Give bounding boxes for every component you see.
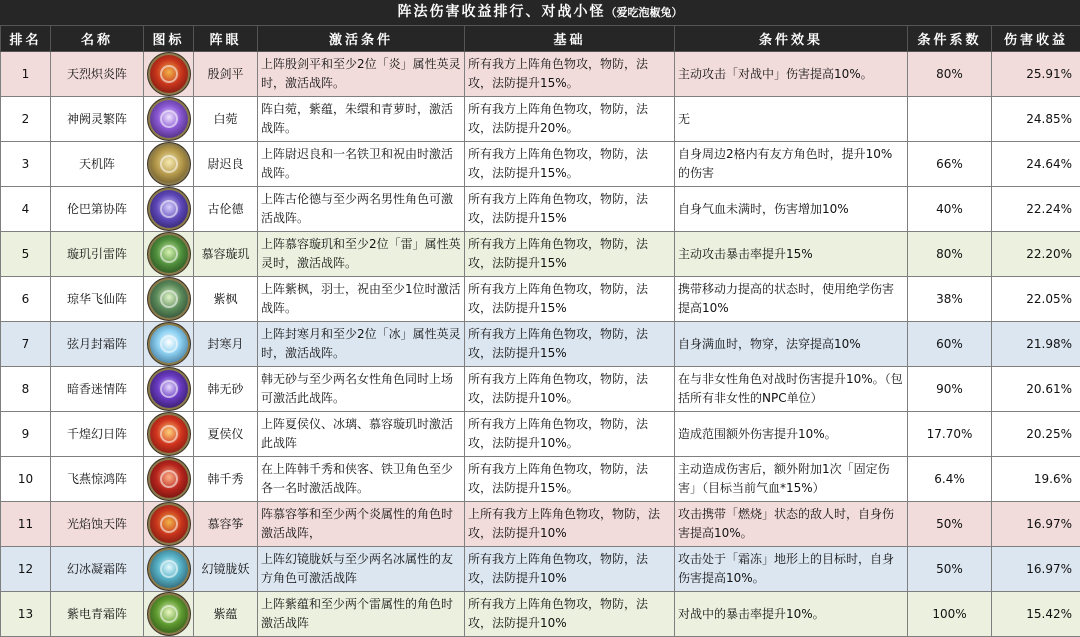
cell-core: 慕容璇玑 (194, 232, 258, 277)
cell-base: 所有我方上阵角色物攻，物防，法攻，法防提升15% (465, 232, 675, 277)
cell-name: 神阙灵繁阵 (51, 97, 144, 142)
cell-effect: 自身周边2格内有友方角色时，提升10%的伤害 (675, 142, 908, 187)
cell-icon (144, 412, 194, 457)
cell-icon (144, 52, 194, 97)
fire-formation-icon (150, 55, 188, 93)
cell-condition: 上阵紫枫，羽士，祝由至少1位时激活战阵。 (258, 277, 465, 322)
cell-effect: 自身气血未满时，伤害增加10% (675, 187, 908, 232)
cell-effect: 携带移动力提高的状态时，使用绝学伤害提高10% (675, 277, 908, 322)
cell-rank: 9 (1, 412, 51, 457)
header-damage-gain: 伤害收益 (992, 26, 1080, 52)
cell-rank: 4 (1, 187, 51, 232)
cell-condition: 上阵夏侯仪、冰璃、慕容璇玑时激活此战阵 (258, 412, 465, 457)
cell-damage-gain: 24.64% (992, 142, 1080, 187)
cell-base: 所有我方上阵角色物攻，物防，法攻，法防提升10%。 (465, 367, 675, 412)
cell-damage-gain: 20.61% (992, 367, 1080, 412)
cell-rank: 2 (1, 97, 51, 142)
header-core: 阵眼 (194, 26, 258, 52)
cell-icon (144, 232, 194, 277)
cell-name: 幻冰凝霜阵 (51, 547, 144, 592)
fragrance-formation-icon (150, 370, 188, 408)
table-row (1, 52, 1080, 97)
cell-damage-gain: 24.85% (992, 97, 1080, 142)
cell-core: 白菀 (194, 97, 258, 142)
cell-name: 天机阵 (51, 142, 144, 187)
cell-core: 紫枫 (194, 277, 258, 322)
table-row (1, 187, 1080, 232)
sheet-title (0, 0, 1080, 25)
cell-base: 所有我方上阵角色物攻，物防，法攻，法防提升15% (465, 187, 675, 232)
header-base: 基础 (465, 26, 675, 52)
cell-rank: 3 (1, 142, 51, 187)
cell-condition: 上阵紫蕴和至少两个雷属性的角色时激活战阵 (258, 592, 465, 637)
cell-rank: 10 (1, 457, 51, 502)
heavenly-formation-icon (150, 145, 188, 183)
cell-name: 伦巴第协阵 (51, 187, 144, 232)
header-icon: 图标 (144, 26, 194, 52)
cell-core: 慕容筝 (194, 502, 258, 547)
cell-coefficient: 90% (908, 367, 992, 412)
cell-name: 光焰蚀天阵 (51, 502, 144, 547)
ice-formation-icon (150, 550, 188, 588)
header-name: 名称 (51, 26, 144, 52)
cell-damage-gain: 20.25% (992, 412, 1080, 457)
cell-base: 所有我方上阵角色物攻，物防，法攻，法防提升15%。 (465, 457, 675, 502)
cell-name: 紫电青霜阵 (51, 592, 144, 637)
header-rank: 排名 (1, 26, 51, 52)
header-effect: 条件效果 (675, 26, 908, 52)
table-row (1, 457, 1080, 502)
cell-base: 所有我方上阵角色物攻，物防，法攻，法防提升15%。 (465, 52, 675, 97)
cell-core: 封寒月 (194, 322, 258, 367)
cell-name: 飞燕惊鸿阵 (51, 457, 144, 502)
cell-damage-gain: 19.6% (992, 457, 1080, 502)
cell-coefficient: 60% (908, 322, 992, 367)
cell-icon (144, 592, 194, 637)
header-condition: 激活条件 (258, 26, 465, 52)
cell-effect: 主动攻击暴击率提升15% (675, 232, 908, 277)
table-row (1, 547, 1080, 592)
cell-name: 暗香迷情阵 (51, 367, 144, 412)
sun-formation-icon (150, 415, 188, 453)
cell-name: 璇玑引雷阵 (51, 232, 144, 277)
cell-condition: 上阵幻镜胧妖与至少两名冰属性的友方角色可激活战阵 (258, 547, 465, 592)
cell-damage-gain: 22.20% (992, 232, 1080, 277)
cell-damage-gain: 22.05% (992, 277, 1080, 322)
cell-name: 弦月封霜阵 (51, 322, 144, 367)
table-row (1, 367, 1080, 412)
cell-damage-gain: 22.24% (992, 187, 1080, 232)
table-row (1, 142, 1080, 187)
cell-rank: 1 (1, 52, 51, 97)
cell-base: 所有我方上阵角色物攻，物防，法攻，法防提升20%。 (465, 97, 675, 142)
cell-base: 所有我方上阵角色物攻，物防，法攻，法防提升15%。 (465, 142, 675, 187)
cell-damage-gain: 16.97% (992, 502, 1080, 547)
table-row (1, 502, 1080, 547)
cell-icon (144, 457, 194, 502)
cell-damage-gain: 25.91% (992, 52, 1080, 97)
cell-base: 所有我方上阵角色物攻，物防，法攻，法防提升15% (465, 277, 675, 322)
frost-formation-icon (150, 325, 188, 363)
cell-coefficient: 40% (908, 187, 992, 232)
cell-damage-gain: 15.42% (992, 592, 1080, 637)
cell-icon (144, 367, 194, 412)
cell-effect: 主动攻击「对战中」伤害提高10%。 (675, 52, 908, 97)
cell-damage-gain: 21.98% (992, 322, 1080, 367)
cell-condition: 上阵慕容璇玑和至少2位「雷」属性英灵时，激活战阵。 (258, 232, 465, 277)
cell-base: 所有我方上阵角色物攻，物防，法攻，法防提升15% (465, 322, 675, 367)
immortal-formation-icon (150, 280, 188, 318)
author-note: （爱吃泡椒兔） (606, 6, 683, 19)
cell-effect: 造成范围额外伤害提升10%。 (675, 412, 908, 457)
cell-base: 所有我方上阵角色物攻，物防，法攻，法防提升10% (465, 547, 675, 592)
cell-core: 古伦德 (194, 187, 258, 232)
cell-icon (144, 547, 194, 592)
cell-icon (144, 322, 194, 367)
table-row (1, 232, 1080, 277)
cell-effect: 攻击携带「燃烧」状态的敌人时，自身伤害提高10%。 (675, 502, 908, 547)
cell-icon (144, 142, 194, 187)
cell-icon (144, 97, 194, 142)
cell-core: 夏侯仪 (194, 412, 258, 457)
flame-formation-icon (150, 505, 188, 543)
table-row (1, 322, 1080, 367)
cell-core: 韩千秀 (194, 457, 258, 502)
cell-condition: 韩无砂与至少两名女性角色同时上场可激活此战阵。 (258, 367, 465, 412)
cell-rank: 12 (1, 547, 51, 592)
cell-base: 所有我方上阵角色物攻，物防，法攻，法防提升10% (465, 592, 675, 637)
cell-effect: 无 (675, 97, 908, 142)
cell-condition: 在上阵韩千秀和侠客、铁卫角色至少各一名时激活战阵。 (258, 457, 465, 502)
table-row (1, 592, 1080, 637)
cell-condition: 上阵封寒月和至少2位「冰」属性英灵时，激活战阵。 (258, 322, 465, 367)
cell-rank: 13 (1, 592, 51, 637)
lombard-formation-icon (150, 190, 188, 228)
cell-coefficient: 50% (908, 547, 992, 592)
cell-coefficient: 38% (908, 277, 992, 322)
cell-effect: 攻击处于「霜冻」地形上的目标时，自身伤害提高10%。 (675, 547, 908, 592)
cell-icon (144, 187, 194, 232)
cell-core: 幻镜胧妖 (194, 547, 258, 592)
cell-rank: 5 (1, 232, 51, 277)
cell-effect: 在与非女性角色对战时伤害提升10%。（包括所有非女性的NPC单位） (675, 367, 908, 412)
cell-coefficient: 100% (908, 592, 992, 637)
cell-rank: 11 (1, 502, 51, 547)
cell-name: 千煌幻日阵 (51, 412, 144, 457)
cell-rank: 8 (1, 367, 51, 412)
cell-core: 紫蕴 (194, 592, 258, 637)
cell-effect: 对战中的暴击率提升10%。 (675, 592, 908, 637)
cell-coefficient (908, 97, 992, 142)
header-row (1, 26, 1080, 52)
thunder-formation-icon (150, 235, 188, 273)
cell-effect: 主动造成伤害后，额外附加1次「固定伤害」（目标当前气血*15%） (675, 457, 908, 502)
table-row (1, 412, 1080, 457)
cell-condition: 上阵尉迟良和一名铁卫和祝由时激活战阵。 (258, 142, 465, 187)
cell-base: 上所有我方上阵角色物攻，物防，法攻，法防提升10% (465, 502, 675, 547)
cell-name: 天烈炽炎阵 (51, 52, 144, 97)
cell-coefficient: 6.4% (908, 457, 992, 502)
cell-condition: 阵慕容筝和至少两个炎属性的角色时激活战阵， (258, 502, 465, 547)
cell-effect: 自身满血时，物穿，法穿提高10% (675, 322, 908, 367)
formation-table (0, 25, 1080, 637)
lightning-formation-icon (150, 595, 188, 633)
cell-coefficient: 80% (908, 52, 992, 97)
cell-condition: 上阵古伦德与至少两名男性角色可激活战阵。 (258, 187, 465, 232)
table-row (1, 97, 1080, 142)
cell-condition: 阵白菀，紫蕴，朱缳和青萝时，激活战阵。 (258, 97, 465, 142)
cell-rank: 7 (1, 322, 51, 367)
cell-coefficient: 66% (908, 142, 992, 187)
cell-coefficient: 17.70% (908, 412, 992, 457)
cell-coefficient: 80% (908, 232, 992, 277)
cell-damage-gain: 16.97% (992, 547, 1080, 592)
cell-icon (144, 277, 194, 322)
cell-core: 尉迟良 (194, 142, 258, 187)
cell-condition: 上阵殷剑平和至少2位「炎」属性英灵时，激活战阵。 (258, 52, 465, 97)
swallow-formation-icon (150, 460, 188, 498)
cell-icon (144, 502, 194, 547)
cell-coefficient: 50% (908, 502, 992, 547)
table-row (1, 277, 1080, 322)
divine-formation-icon (150, 100, 188, 138)
cell-core: 韩无砂 (194, 367, 258, 412)
header-coefficient: 条件系数 (908, 26, 992, 52)
cell-base: 所有我方上阵角色物攻，物防，法攻，法防提升10%。 (465, 412, 675, 457)
cell-core: 殷剑平 (194, 52, 258, 97)
cell-rank: 6 (1, 277, 51, 322)
title-text: 阵法伤害收益排行、对战小怪 (398, 4, 606, 20)
cell-name: 琼华飞仙阵 (51, 277, 144, 322)
